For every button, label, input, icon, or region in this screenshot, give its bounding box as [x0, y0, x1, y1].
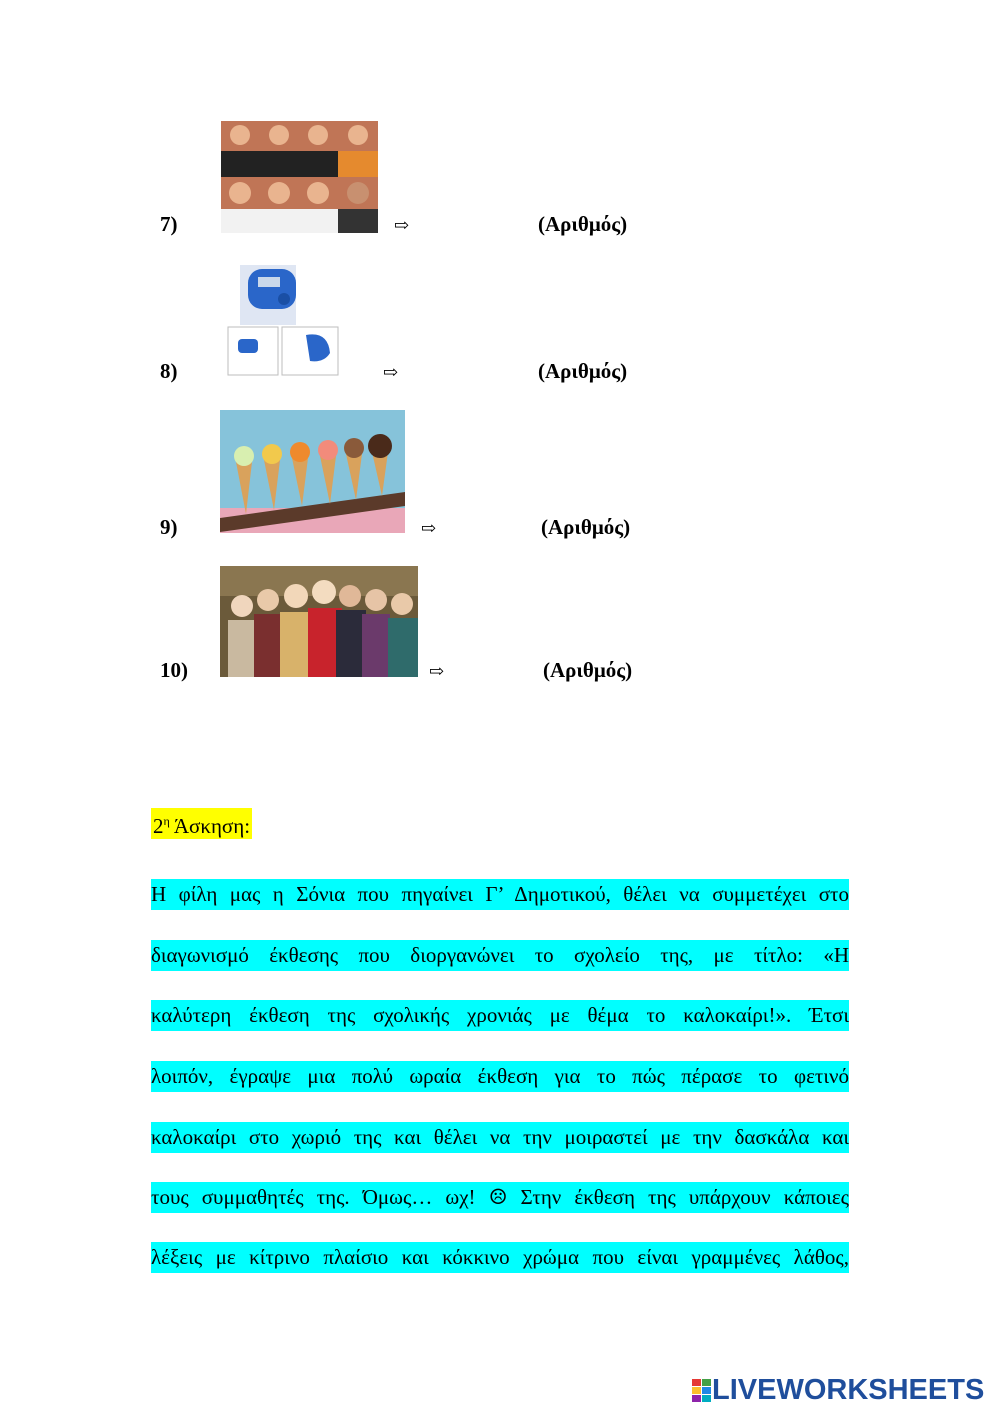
heading-text: Άσκηση: — [169, 814, 251, 838]
paragraph-line: τους συμμαθητές της. Όμως… ωχ! ☹ Στην έκθεση της υπάρχουν κάποιες — [151, 1182, 849, 1213]
arrow-icon: ⇨ — [383, 362, 399, 382]
heading-superscript: η — [163, 814, 170, 828]
photo-group-of-women — [220, 566, 418, 677]
paragraph-line: λοιπόν, έγραψε μια πολύ ωραία έκθεση για το πώς πέρασε το φετινό — [151, 1061, 849, 1092]
logo-icon — [692, 1377, 712, 1405]
arrow-icon: ⇨ — [429, 661, 445, 681]
photo-children-portraits — [221, 121, 378, 233]
item-number: 9) — [160, 515, 178, 539]
liveworksheets-logo — [692, 1374, 984, 1407]
answer-label: (Αριθμός) — [541, 515, 631, 539]
paragraph-line: καλοκαίρι στο χωριό της και θέλει να την μοιραστεί με την δασκάλα και — [151, 1122, 849, 1153]
answer-label: (Αριθμός) — [538, 212, 628, 236]
answer-label: (Αριθμός) — [543, 658, 633, 682]
arrow-icon: ⇨ — [421, 518, 437, 538]
item-number: 8) — [160, 359, 178, 383]
paragraph-line: λέξεις με κίτρινο πλαίσιο και κόκκινο χρώμα που είναι γραμμένες λάθος, — [151, 1242, 849, 1273]
item-number: 10) — [160, 658, 188, 682]
photo-ice-cream-cones — [220, 410, 405, 533]
paragraph-line: διαγωνισμό έκθεσης που διοργανώνει το σχολείο της, με τίτλο: «Η — [151, 940, 849, 971]
item-number: 7) — [160, 212, 178, 236]
exercise-heading — [151, 808, 252, 839]
paragraph-line: καλύτερη έκθεση της σχολικής χρονιάς με θέμα το καλοκαίρι!». Έτσι — [151, 1000, 849, 1031]
heading-number: 2 — [153, 814, 164, 838]
paragraph-line: Η φίλη μας η Σόνια που πηγαίνει Γ’ Δημοτικού, θέλει να συμμετέχει στο — [151, 879, 849, 910]
answer-label: (Αριθμός) — [538, 359, 628, 383]
logo-text: LIVEWORKSHEETS — [712, 1374, 985, 1406]
arrow-icon: ⇨ — [394, 215, 410, 235]
photo-finger-counter — [226, 265, 341, 377]
